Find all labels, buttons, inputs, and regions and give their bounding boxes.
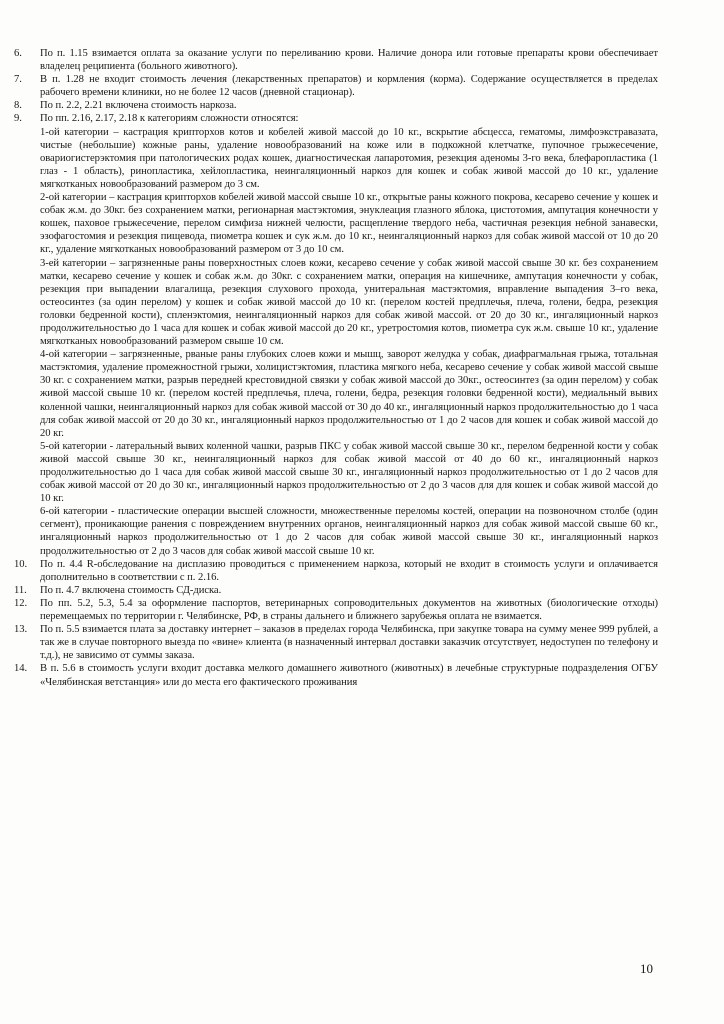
item-text: По пп. 2.16, 2.17, 2.18 к категориям сложности относятся: bbox=[40, 113, 299, 125]
item-number: 14. bbox=[14, 663, 28, 675]
list-item bbox=[14, 623, 658, 662]
item-text: В п. 1.28 не входит стоимость лечения (лекарственных препаратов) и кормления (корма). Содержание осуществляется в пределах рабочего времени клиники, но не более 12 часов (дневной стационар). bbox=[40, 74, 658, 99]
item-text: По п. 5.5 взимается плата за доставку интернет – заказов в пределах города Челябинска, при закупке товара на сумму менее 999 рублей, а так же в случае повторного выезда по «вине» клиента (в назначенный интервал доставки заказчик отсутствует, недоступен по телефону и т.д.), не зависимо от суммы заказа. bbox=[40, 624, 658, 662]
item-number: 11. bbox=[14, 584, 27, 596]
category-2: 2-ой категории – кастрация крипторхов кобелей живой массой свыше 10 кг., открытые раны кожного покрова, кесарево сечение у кошек и собак ж.м. до 30кг. без сохранением матки, регионарная мастэктомия, энуклеация глазного яблока, цистотомия, ампутация конечности у кошек, паховое грыжесечение, перелом симфиза нижней челюсти, расщепление твердого неба, частичная резекция небной занавески, эзофагостомия и резекция пищевода, пиометра кошек и сук ж.м. до 10 кг., неингаляционный наркоз для собак живой массой от 10 до 20 кг., удаление мягкотканых новообразований размером от 3 до 10 см. bbox=[40, 192, 658, 256]
page-number: 10 bbox=[640, 961, 653, 976]
category-6: 6-ой категории - пластические операции высшей сложности, множественные переломы костей, операции на позвоночном столбе (один сегмент), проникающие ранения с повреждением внутренних органов, неингаляционный наркоз для собак живой массой свыше 60 кг., ингаляционный наркоз продолжительностью от 1 до 2 часов для собак живой массой свыше 30 кг., ингаляционный наркоз продолжительностью от 2 до 3 часов для собак живой массой свыше 10 кг. bbox=[40, 506, 658, 557]
item-number: 8. bbox=[14, 100, 22, 112]
item-text: По п. 4.7 включена стоимость СД-диска. bbox=[40, 584, 222, 596]
category-5: 5-ой категории - латеральный вывих коленной чашки, разрыв ПКС у собак живой массой свыше 30 кг., перелом бедренной кости у собак живой массой свыше 30 кг., неингаляционный наркоз для собак живой массой от 40 до 60 кг., ингаляционный наркоз продолжительностью до 1 часа для собак живой массой свыше 30 кг., ингаляционный наркоз продолжительностью от 1 до 2 часов для собак живой массой от 20 до 30 кг., ингаляционный наркоз продолжительностью от 2 до 3 часов для для кошек и собак живой массой до 10 кг. bbox=[40, 440, 658, 505]
page-content bbox=[14, 47, 658, 689]
item-number: 12. bbox=[14, 597, 28, 609]
list-item bbox=[14, 47, 658, 73]
item-text: В п. 5.6 в стоимость услуги входит доставка мелкого домашнего животного (животных) в лечебные структурные подразделения ОГБУ «Челябинская ветстанция» или до места его фактического проживания bbox=[40, 663, 658, 688]
list-item bbox=[14, 112, 658, 557]
item-text: По пп. 5.2, 5.3, 5.4 за оформление паспортов, ветеринарных сопроводительных документов на животных (биологические отходы) перемещаемых по территории г. Челябинске, РФ, в страны дальнего и ближнего зарубежья оплата не взимается. bbox=[40, 597, 658, 623]
category-3: 3-ей категории – загрязненные раны поверхностных слоев кожи, кесарево сечение у собак живой массой свыше 30 кг. без сохранением матки, кесарево сечение у кошек и собак ж.м. до 30кг. с сохранением матки, операция на кишечнике, ампутация конечности у собак, резекция при выпадении влагалища, резекция слухового прохода, унитеральная мастэктомия, вправление выпадения 3–го века, остеосинтез (за один перелом) у кошек и собак живой массой до 10 кг. (перелом костей предплечья, плеча, голени, бедра, резекция головки бедренной кости), спленэктомия, неингаляционный наркоз для собак живой массой. от 20 до 30 кг., ингаляционный наркоз продолжительностью до 1 часа для кошек и собак живой массой до 20 кг., уретростомия котов, пиометра сук ж.м. свыше 10 кг., удаление мягкотканых новообразований размером свыше 10 см. bbox=[40, 257, 658, 348]
item-number: 6. bbox=[14, 48, 22, 59]
list-item bbox=[14, 662, 658, 688]
list-item bbox=[14, 558, 658, 584]
list-item bbox=[14, 73, 658, 99]
item-number: 13. bbox=[14, 624, 28, 636]
category-4: 4-ой категории – загрязненные, рваные раны глубоких слоев кожи и мышц, заворот желудка у собак, диафрагмальная грыжа, тотальная мастэктомия, удаление промежностной грыжи, холицистэктомия, пластика мягкого неба, кесарево сечение у собак живой массой свыше 30 кг. с сохранением матки, разрыв передней крестовидной связки у собак живой массой до 30кг., остеосинтез (за один перелом) у собак живой массой свыше 10 кг. (перелом костей предплечья, плеча, голени, бедра, резекция головки бедренной кости), медиальный вывих коленной чашки, неингаляционный наркоз для собак живой массой от 30 до 40 кг., ингаляционный наркоз продолжительностью до 1 часа для собак живой массой от 20 до 30 кг., ингаляционный наркоз продолжительностью от 1 до 2 часов для кошек и собак живой массой до 20 кг. bbox=[40, 349, 658, 439]
list-item bbox=[14, 584, 658, 597]
category-1: 1-ой категории – кастрация крипторхов котов и кобелей живой массой до 10 кг., вскрытие абсцесса, гематомы, лимфоэкстравазата, чистые (небольшие) кожные раны, удаление новообразований на коже или в подкожной клетчатке, пупочное грыжесечение, овариогистерэктомия при патологических родах кошек, диагностическая лапаротомия, резекция аденомы 3-го века, блефаропластика (1 глаз - 1 область), ринопластика, хейлопластика, неингаляционный наркоз для кошек и собак живой массой до 10 кг., удаление мягкотканых новообразований размером до 3 см. bbox=[40, 126, 658, 190]
item-text: По п. 2.2, 2.21 включена стоимость наркоза. bbox=[40, 100, 237, 112]
item-text: По п. 1.15 взимается оплата за оказание услуги по переливанию крови. Наличие донора или готовые препараты крови обеспечивает владелец реципиента (больного животного). bbox=[40, 48, 658, 73]
list-item bbox=[14, 597, 658, 623]
list-item bbox=[14, 99, 658, 112]
item-number: 7. bbox=[14, 74, 22, 86]
item-text: По п. 4.4 R-обследование на дисплазию проводиться с применением наркоза, который не входит в стоимость услуги и оплачивается дополнительно в соответствии с п. 2.16. bbox=[40, 558, 658, 583]
item-number: 9. bbox=[14, 113, 22, 125]
item-number: 10. bbox=[14, 558, 28, 570]
